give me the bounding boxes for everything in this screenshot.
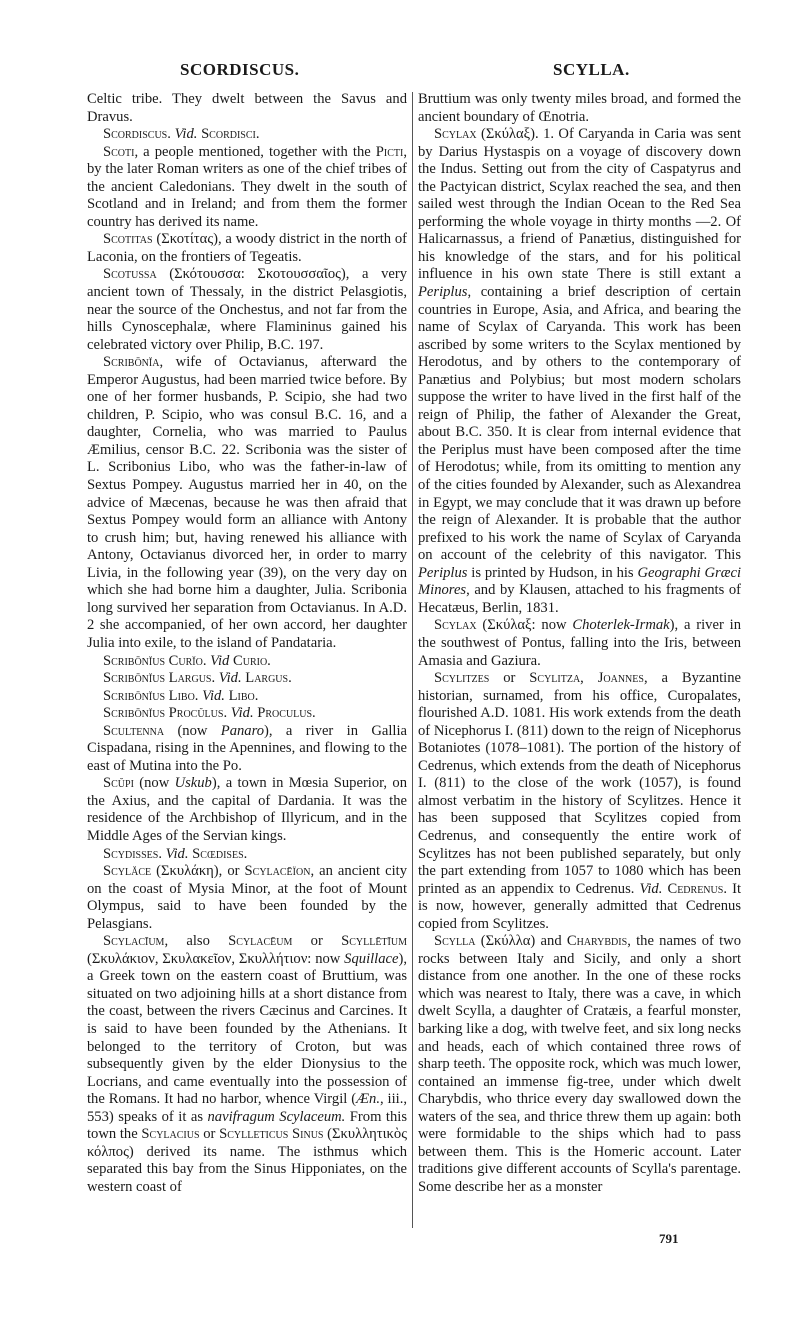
entry-headword: Scylacīum bbox=[103, 933, 165, 950]
dictionary-entry bbox=[87, 863, 407, 933]
italic-text: Vid. bbox=[165, 845, 189, 862]
italic-text: Periplus bbox=[418, 564, 468, 581]
entry-text: ), a Greek town on the eastern coast of Bruttium, was situated on two adjoining hills at a short distance from the coast, between the rivers Cæcinus and Carcines. It is said to have been founded by the Athenians. It belonged to the territory of Croton, but was subsequently given by the elder Dionysius to the Locrians, and came eventually into the possession of the Romans. It had no harbor, whence Virgil ( bbox=[87, 950, 407, 1108]
entry-text: (Σκοτίτας), a woody district in the north of Laconia, on the frontiers of Tegeatis. bbox=[87, 231, 407, 265]
italic-text: Squillace bbox=[344, 950, 399, 967]
entry-text: , containing a brief description of certain countries in Europe, Asia, and Africa, and bearing the name of Scylax of Caryanda. This work has been ascribed by some writers to the Scylax mentioned by Herodotus, and by others to the contemporary of Panætius and Polybius; but most modern scholars suppose the writer to have lived in the first half of the reign of Philip, the father of Alexander the Great, about B.C. 350. It is clear from internal evidence that the Periplus must have been composed after the time of Herodotus; while, from its omitting to mention any of the cities founded by Alexander, such as Alexandrea in Egypt, we may conclude that it was drawn up before the reign of Alexander. It is probable that the author prefixed to his work the name of Scylax of Caryanda on account of the celebrity of this navigator. This bbox=[418, 284, 741, 564]
italic-text: Vid. bbox=[230, 705, 254, 722]
entry-headword: Scylitza, Joannes bbox=[529, 670, 644, 687]
entry-text: or bbox=[489, 670, 530, 687]
entry-text: (Σκύλαξ). 1. Of Caryanda in Caria was sent by Darius Hystaspis on a voyage of discovery down the Indus. Setting out from the city of Caspatyrus and the Pactyican district, Scylax reached the sea, and then sailed west through the Indian Ocean to the Red Sea performing the whole voyage in thirty months —2. Of Halicarnassus, a friend of Panætius, distinguished for his knowledge of the stars, and for his political influence in his own state There is still extant a bbox=[418, 126, 741, 283]
entry-headword: Scyllētīum bbox=[341, 933, 407, 950]
left-column bbox=[87, 91, 407, 1196]
entry-text: ), a town in Mœsia Superior, on the Axius, and the capital of Dardania. It was the residence of the Archbishop of Illyricum, and in the Middle Ages of the Servian kings. bbox=[87, 775, 407, 844]
entry-text: (Σκότουσσα: Σκοτουσσαῖος), a very ancient town of Thessaly, in the district Pelasgiotis, near the source of the Onchestus, and not far from the hills Cynoscephalæ, where Flamininus gained his celebrated victory over Philip, B.C. 197. bbox=[87, 266, 407, 353]
entry-text: , and by Klausen, attached to his fragments of Hecatæus, Berlin, 1831. bbox=[418, 582, 741, 616]
entry-headword: Charybdis bbox=[566, 933, 628, 950]
entry-text: (Σκυλάκιον, Σκυλακεῖον, Σκυλλήτιον: now bbox=[87, 950, 345, 967]
entry-headword: Scribōnĭa bbox=[103, 354, 160, 371]
entry-text: (now bbox=[133, 775, 175, 792]
dictionary-entry bbox=[418, 670, 741, 933]
entry-headword: Scylacēïon bbox=[244, 863, 311, 880]
entry-text: From this town the bbox=[87, 1108, 408, 1143]
entry-headword: Cedrenus bbox=[667, 880, 724, 897]
entry-text: (Σκύλλα) and bbox=[475, 933, 567, 950]
dictionary-entry bbox=[87, 231, 407, 266]
dictionary-entry bbox=[87, 126, 407, 144]
entry-text: , a people mentioned, together with the bbox=[134, 143, 376, 160]
entry-text: or bbox=[199, 1126, 220, 1143]
entry-text: , the names of two rocks between Italy and Sicily, and only a short distance from one another. In the one of these rocks which was nearest to Italy, there was a cave, in which dwelt Scylla, a daughter of Cratæis, a fearful monster, barking like a dog, with twelve feet, and six long necks and heads, each of which contained three rows of sharp teeth. The opposite rock, which was much lower, contained an immense fig-tree, under which dwelt Charybdis, who thrice every day swallowed down the waters of the sea, and thrice threw them up again: both were formidable to the ships which had to pass between them. This is the Homeric account. Later traditions give different accounts of Scylla's parentage. Some describe her as a monster bbox=[418, 933, 741, 1195]
entry-headword: Scŭpi bbox=[103, 775, 134, 792]
entry-headword: Scydisses. bbox=[103, 845, 163, 862]
italic-text: Periplus bbox=[418, 284, 468, 301]
entry-headword: Scylla bbox=[434, 933, 476, 950]
running-head-right: SCYLLA. bbox=[553, 60, 630, 79]
entry-text: Celtic tribe. They dwelt between the Savus and Dravus. bbox=[87, 91, 407, 125]
entry-text: (Σκύλαξ: now bbox=[476, 617, 573, 634]
entry-text: , iii., 553) speaks of it as bbox=[87, 1091, 407, 1125]
dictionary-entry bbox=[87, 144, 407, 232]
entry-headword: Scylacēum bbox=[228, 933, 293, 950]
italic-text: Geographi Græci Minores bbox=[418, 564, 741, 599]
italic-text: navifragum Scylaceum. bbox=[207, 1108, 346, 1125]
entry-headword: Scribōnĭus Largus. bbox=[103, 670, 216, 687]
entry-headword: Scribōnĭus Libo. bbox=[103, 687, 199, 704]
entry-headword: Scœdises. bbox=[192, 845, 248, 862]
dictionary-entry bbox=[418, 91, 741, 126]
entry-text: (now bbox=[164, 722, 221, 739]
entry-text: (Σκυλάκη), or bbox=[151, 863, 245, 880]
dictionary-entry bbox=[87, 266, 407, 354]
entry-headword: Scotussa bbox=[103, 266, 157, 283]
entry-text: , an ancient city on the coast of Mysia Minor, at the foot of Mount Olympus, said to have been founded by the Pelasgians. bbox=[87, 863, 407, 932]
entry-headword: Scribōnĭus Procŭlus. bbox=[103, 705, 228, 722]
dictionary-entry bbox=[87, 846, 407, 864]
entry-headword: Scoti bbox=[103, 143, 135, 160]
entry-headword: Scultenna bbox=[103, 722, 165, 739]
italic-text: Vid. bbox=[639, 880, 663, 897]
running-head bbox=[0, 60, 800, 82]
entry-text: , wife of Octavianus, afterward the Emperor Augustus, had been married twice before. By one of her former husbands, P. Scipio, she had two children, P. Scipio, who was consul B.C. 16, and a daughter, Cornelia, who was married to Paulus Æmilius, censor B.C. 22. Scribonia was the sister of L. Scribonius Libo, who was the father-in-law of Sextus Pompey. Augustus married her in 40, on the advice of Mæcenas, because he was then afraid that Sextus Pompey would form an alliance with Antony to crush him; but, having renewed his alliance with Antony, Octavianus divorced her, in order to marry Livia, in the following year (39), on the very day on which she had borne him a daughter, Julia. Scribonia long survived her separation from Octavianus. In A.D. 2 she accompanied, of her own accord, her daughter Julia into exile, to the island of Pandataria. bbox=[87, 354, 407, 651]
entry-headword: Largus. bbox=[245, 670, 292, 687]
dictionary-entry bbox=[87, 705, 407, 723]
italic-text: Vid. bbox=[174, 126, 198, 143]
dictionary-entry bbox=[418, 933, 741, 1196]
entry-headword: Scribōnĭus Curĭo. bbox=[103, 652, 207, 669]
entry-headword: Scylax bbox=[434, 617, 477, 634]
italic-text: Vid bbox=[210, 652, 230, 669]
entry-headword: Scordisci. bbox=[201, 126, 260, 143]
entry-text: Bruttium was only twenty miles broad, and formed the ancient boundary of Œnotria. bbox=[418, 91, 741, 125]
page-number: 791 bbox=[659, 1231, 679, 1246]
entry-headword: Scordiscus. bbox=[103, 126, 171, 143]
entry-headword: Scylleticus Sinus bbox=[219, 1126, 324, 1143]
italic-text: Vid. bbox=[202, 687, 225, 704]
entry-headword: Scotitas bbox=[103, 231, 153, 248]
italic-text: Vid. bbox=[218, 670, 242, 687]
entry-headword: Scylacius bbox=[141, 1126, 200, 1143]
dictionary-entry bbox=[87, 91, 407, 126]
right-column bbox=[418, 91, 741, 1196]
dictionary-entry bbox=[418, 617, 741, 670]
entry-headword: Proculus. bbox=[257, 705, 316, 722]
entry-headword: Curio. bbox=[233, 652, 271, 669]
entry-text: , also bbox=[164, 933, 229, 950]
italic-text: Panaro bbox=[220, 722, 265, 739]
entry-text: , a Byzantine historian, surnamed, from his office, Curopalates, flourished A.D. 1081. His work extends from the death of Nicephorus I. (811) down to the reign of Nicephorus Botaniotes (1078–1081). The portion of the history of Cedrenus, which extends from the death of Nicephorus I. (811) to the close of the work (1057), is found almost verbatim in the history of Scylitzes. Hence it has been supposed that Scylitzes copied from Cedrenus, and consequently the entire work of Scylitzes has not been published separately, but only the part extending from 1057 to 1080 which has been printed as an appendix to Cedrenus. bbox=[418, 670, 741, 897]
column-divider bbox=[412, 92, 413, 1228]
italic-text: Uskub bbox=[174, 775, 212, 792]
entry-headword: Scylăce bbox=[103, 863, 152, 880]
entry-text: is printed by Hudson, in his bbox=[467, 564, 638, 581]
entry-headword: Scylax bbox=[434, 126, 477, 143]
entry-text: , by the later Roman writers as one of the chief tribes of the ancient Caledonians. They dwelt in the south of Scotland and in Ireland; and from them the former country has derived its name. bbox=[87, 143, 407, 230]
dictionary-entry bbox=[87, 933, 407, 1196]
entry-headword: Picti bbox=[375, 143, 404, 160]
dictionary-entry bbox=[87, 670, 407, 688]
entry-text: . It is now, however, generally admitted that Cedrenus copied from Scylitzes. bbox=[418, 880, 741, 932]
dictionary-entry bbox=[87, 723, 407, 776]
entry-text: ), a river in Gallia Cispadana, rising in the Apennines, and flowing to the east of Mutina into the Po. bbox=[87, 722, 407, 774]
entry-text: or bbox=[292, 933, 342, 950]
entry-text: (Σκυλλητικὸς κόλπος) derived its name. The isthmus which separated this bay from the Sinus Hipponiates, on the western coast of bbox=[87, 1126, 407, 1195]
dictionary-entry bbox=[87, 354, 407, 652]
entry-text: ), a river in the southwest of Pontus, falling into the Iris, between Amasia and Gaziura. bbox=[418, 617, 741, 669]
running-head-left: SCORDISCUS. bbox=[180, 60, 300, 79]
dictionary-entry bbox=[418, 126, 741, 617]
entry-headword: Scylitzes bbox=[434, 670, 490, 687]
dictionary-entry bbox=[87, 775, 407, 845]
italic-text: Choterlek-Irmak bbox=[572, 617, 670, 634]
dictionary-entry bbox=[87, 653, 407, 671]
entry-headword: Libo. bbox=[228, 687, 259, 704]
italic-text: Æn. bbox=[356, 1091, 380, 1108]
dictionary-entry bbox=[87, 688, 407, 706]
